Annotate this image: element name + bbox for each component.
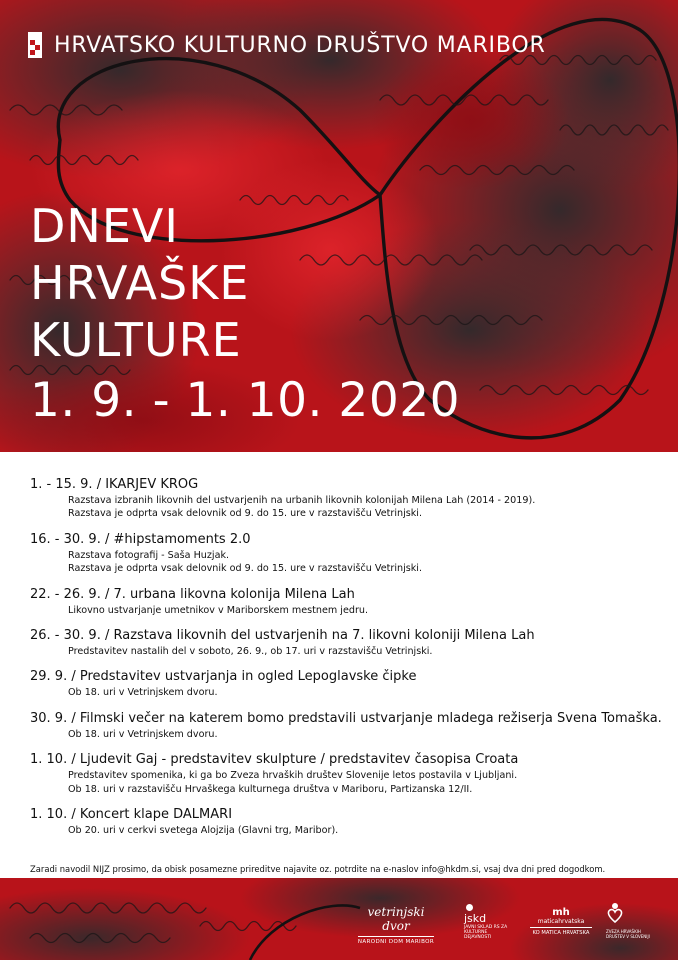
event-item — [30, 627, 660, 658]
partner-matica-hrvatska — [526, 908, 596, 936]
event-item — [30, 806, 660, 837]
event-heading: 1. - 15. 9. / IKARJEV KROG — [30, 477, 199, 492]
hkd-crest-icon — [28, 32, 42, 58]
partner-subtitle: NARODNI DOM MARIBOR — [357, 939, 435, 945]
event-heading: 1. 10. / Ljudevit Gaj - predstavitev skulpture / predstavitev časopisa Croata — [30, 752, 519, 768]
event-item — [30, 476, 660, 521]
partner-subtitle: KO MATICA HRVATSKA — [532, 930, 590, 936]
title-line-3: KULTURE — [30, 313, 242, 367]
event-detail: Predstavitev nastalih del v soboto, 26. 9., ob 17. uri v razstavišču Vetrinjski. — [68, 646, 433, 658]
divider — [530, 927, 592, 928]
event-item — [30, 586, 660, 617]
event-heading: 26. - 30. 9. / Razstava likovnih del ustvarjenih na 7. likovni koloniji Milena Lah — [30, 628, 535, 644]
heart-figure-icon — [606, 902, 624, 924]
festival-dates: 1. 9. - 1. 10. 2020 — [30, 373, 461, 428]
event-detail: Ob 18. uri v Vetrinjskem dvoru. — [68, 687, 218, 699]
event-item — [30, 531, 660, 576]
event-heading: 16. - 30. 9. / #hipstamoments 2.0 — [30, 531, 251, 547]
partner-subtitle: ZVEZA HRVAŠKIH DRUŠTEV V SLOVENIJI — [606, 929, 650, 939]
event-detail: Razstava je odprta vsak delovnik od 9. do 15. ure v razstavišču Vetrinjski. — [68, 563, 423, 575]
divider — [358, 936, 434, 937]
event-detail: Likovno ustvarjanje umetnikov v Mariborskem mestnem jedru. — [68, 604, 369, 616]
event-heading: 30. 9. / Filmski večer na katerem bomo predstavili ustvarjanje mladega režiserja Svena Tomaška. — [30, 710, 662, 726]
registration-note: Zaradi navodil NIJZ prosimo, da obisk posamezne prireditve najavite oz. potrdite na e-naslov info@hkdm.si, vsaj dva dni pred dogodkom. — [30, 864, 606, 874]
hero-artwork — [0, 0, 678, 452]
title-line-1: DNEVI — [30, 199, 179, 253]
matica-mark: mh — [552, 907, 570, 918]
sponsor-footer — [0, 878, 678, 960]
partner-name: jskd — [464, 912, 487, 925]
title-line-2: HRVAŠKE — [30, 256, 250, 310]
event-detail: Razstava izbranih likovnih del ustvarjenih na urbanih likovnih kolonijah Milena Lah (2014 - 2019). — [68, 495, 536, 506]
event-detail: Ob 18. uri v razstavišču Hrvaškega kulturnega društva v Mariboru, Partizanska 12/II. — [68, 783, 473, 795]
event-item — [30, 751, 660, 796]
partner-jskd — [464, 904, 510, 940]
event-list — [30, 476, 660, 847]
organization-name: HRVATSKO KULTURNO DRUŠTVO MARIBOR — [54, 32, 546, 58]
festival-title — [30, 198, 460, 431]
event-detail: Predstavitev spomenika, ki ga bo Zveza hrvaških društev Slovenije letos postavila v Ljubljani. — [68, 770, 518, 782]
event-item — [30, 668, 660, 699]
partner-name: vetrinjski dvor — [367, 905, 425, 933]
event-heading: 1. 10. / Koncert klape DALMARI — [30, 807, 233, 823]
event-detail: Razstava je odprta vsak delovnik od 9. do 15. ure v razstavišču Vetrinjski. — [68, 508, 423, 520]
event-detail: Ob 18. uri v Vetrinjskem dvoru. — [68, 728, 218, 740]
jskd-dot-icon — [466, 904, 473, 911]
event-item — [30, 710, 660, 741]
partner-zveza-hds — [606, 902, 650, 940]
organization-header — [28, 32, 546, 58]
event-heading: 29. 9. / Predstavitev ustvarjanja in ogled Lepoglavske čipke — [30, 669, 417, 685]
partner-name: maticahrvatska — [537, 918, 585, 925]
partner-vetrinjski-dvor — [352, 905, 440, 945]
event-heading: 22. - 26. 9. / 7. urbana likovna kolonija Milena Lah — [30, 586, 355, 602]
partner-subtitle: JAVNI SKLAD RS ZA KULTURNE DEJAVNOSTI — [464, 925, 508, 940]
event-detail: Razstava fotografij - Saša Huzjak. — [68, 549, 230, 561]
event-detail: Ob 20. uri v cerkvi svetega Alojzija (Glavni trg, Maribor). — [68, 825, 339, 837]
